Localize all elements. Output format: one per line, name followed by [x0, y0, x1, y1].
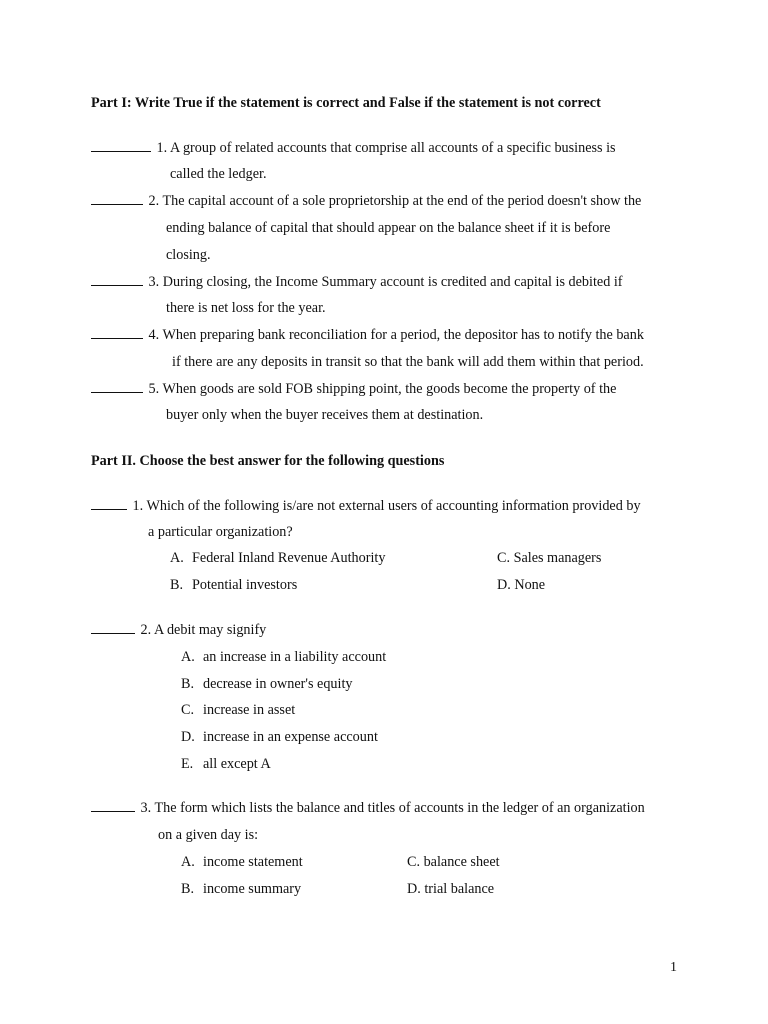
item-text: A group of related accounts that comprise all accounts of a specific business is [169, 140, 616, 156]
option-text: balance sheet [423, 854, 500, 870]
true-false-item-3 [91, 273, 623, 291]
option-letter: D. [407, 881, 421, 897]
option-text: Potential investors [192, 577, 298, 593]
item-text-continuation: buyer only when the buyer receives them at destination. [166, 407, 484, 423]
question-text-continuation: on a given day is: [158, 827, 259, 843]
option-item[interactable] [181, 701, 295, 719]
option-item[interactable] [497, 576, 545, 594]
option-item[interactable] [181, 853, 303, 871]
item-text-continuation: closing. [166, 247, 211, 263]
option-letter: C. [181, 702, 195, 718]
item-number: 5. [148, 381, 160, 397]
mcq-question-1 [91, 497, 641, 515]
item-text-continuation: ending balance of capital that should appear on the balance sheet if it is before [166, 220, 611, 236]
option-letter: B. [181, 676, 195, 692]
option-item[interactable] [170, 576, 297, 594]
item-number: 4. [148, 327, 160, 343]
item-text-continuation: there is net loss for the year. [166, 300, 326, 316]
option-item[interactable] [181, 675, 353, 693]
answer-blank[interactable] [91, 497, 127, 510]
answer-blank[interactable] [91, 273, 143, 286]
answer-blank[interactable] [91, 326, 143, 339]
true-false-item-2 [91, 192, 641, 210]
item-text: When preparing bank reconciliation for a period, the depositor has to notify the bank [162, 327, 644, 343]
option-item[interactable] [181, 880, 301, 898]
option-text: Sales managers [513, 550, 602, 566]
item-number: 1. [156, 140, 168, 156]
option-text: Federal Inland Revenue Authority [192, 550, 386, 566]
true-false-item-4 [91, 326, 644, 344]
answer-blank[interactable] [91, 621, 135, 634]
item-text-continuation: if there are any deposits in transit so that the bank will add them within that period. [172, 354, 644, 370]
item-text: When goods are sold FOB shipping point, the goods become the property of the [162, 381, 617, 397]
true-false-item-5 [91, 380, 616, 398]
option-letter: A. [181, 649, 195, 665]
option-item[interactable] [407, 880, 494, 898]
question-text: The form which lists the balance and titles of accounts in the ledger of an organization [154, 800, 645, 816]
true-false-item-1 [91, 139, 616, 157]
option-letter: C. [407, 854, 421, 870]
answer-blank[interactable] [91, 192, 143, 205]
option-text: all except A [203, 756, 271, 772]
part1-heading: Part I: Write True if the statement is correct and False if the statement is not correct [91, 95, 601, 111]
option-letter: B. [181, 881, 195, 897]
option-text: trial balance [424, 881, 495, 897]
option-item[interactable] [181, 728, 378, 746]
option-letter: A. [170, 550, 184, 566]
question-number: 3. [140, 800, 152, 816]
option-item[interactable] [181, 648, 386, 666]
option-item[interactable] [407, 853, 500, 871]
option-letter: D. [181, 729, 195, 745]
option-item[interactable] [170, 549, 385, 567]
option-text: decrease in owner's equity [203, 676, 353, 692]
item-text: The capital account of a sole proprietorship at the end of the period doesn't show the [162, 193, 642, 209]
question-text-continuation: a particular organization? [148, 524, 293, 540]
question-text: Which of the following is/are not external users of accounting information provided by [146, 498, 641, 514]
option-text: increase in asset [203, 702, 296, 718]
answer-blank[interactable] [91, 799, 135, 812]
mcq-question-2 [91, 621, 266, 639]
option-letter: B. [170, 577, 184, 593]
option-text: income statement [203, 854, 303, 870]
option-letter: C. [497, 550, 511, 566]
page-number: 1 [670, 960, 677, 975]
question-text: A debit may signify [153, 622, 267, 638]
option-item[interactable] [497, 549, 601, 567]
option-letter: A. [181, 854, 195, 870]
option-letter: D. [497, 577, 511, 593]
option-letter: E. [181, 756, 194, 772]
answer-blank[interactable] [91, 139, 151, 152]
option-item[interactable] [181, 755, 271, 773]
option-text: increase in an expense account [203, 729, 378, 745]
item-number: 3. [148, 274, 160, 290]
option-text: None [514, 577, 546, 593]
item-text: During closing, the Income Summary account is credited and capital is debited if [162, 274, 623, 290]
option-text: an increase in a liability account [203, 649, 387, 665]
part2-heading: Part II. Choose the best answer for the following questions [91, 453, 445, 469]
option-text: income summary [203, 881, 302, 897]
mcq-question-3 [91, 799, 645, 817]
question-number: 2. [140, 622, 152, 638]
question-number: 1. [132, 498, 144, 514]
item-text-continuation: called the ledger. [170, 166, 267, 182]
item-number: 2. [148, 193, 160, 209]
answer-blank[interactable] [91, 380, 143, 393]
